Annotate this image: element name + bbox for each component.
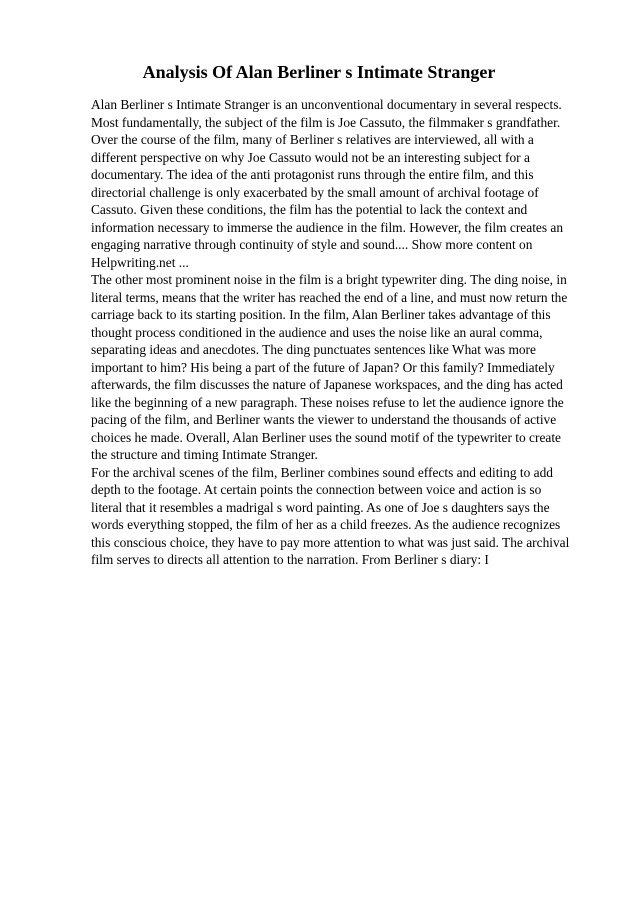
paragraph-typewriter: The other most prominent noise in the film is a bright typewriter ding. The ding noise, in literal terms, means that the writer has reached the end of a line, and must now return the carriage back to its starting position. In the film, Alan Berliner takes advantage of this thought process conditioned in the audience and uses the noise like an aural comma, separating ideas and anecdotes. The ding punctuates sentences like What was more important to him? His being a part of the future of Japan? Or this family? Immediately afterwards, the film discusses the nature of Japanese workspaces, and the ding has acted like the beginning of a new paragraph. These noises refuse to let the audience ignore the pacing of the film, and Berliner wants the viewer to understand the thousands of active choices he made. Overall, Alan Berliner uses the sound motif of the typewriter to create the structure and timing Intimate Stranger. xyxy=(91,272,568,462)
paragraph-archival: For the archival scenes of the film, Berliner combines sound effects and editing to add depth to the footage. At certain points the connection between voice and action is so literal that it resembles a madrigal s word painting. As one of Joe s daughters says the words everything stopped, the film of her as a child freezes. As the audience recognizes this conscious choice, they have to pay more attention to what was just said. The archival film serves to directs all attention to the narration. From Berliner s diary: I xyxy=(91,464,570,567)
document-body xyxy=(91,96,571,569)
paragraph-intro: Alan Berliner s Intimate Stranger is an unconventional documentary in several respects. Most fundamentally, the subject of the film is Joe Cassuto, the filmmaker s grandfather. Over the course of the film, many of Berliner s relatives are interviewed, all with a different perspective on why Joe Cassuto would not be an interesting subject for a documentary. The idea of the anti protagonist runs through the entire film, and this directorial challenge is only exacerbated by the small amount of archival footage of Cassuto. Given these conditions, the film has the potential to lack the context and information necessary to immerse the audience in the film. However, the film creates an engaging narrative through continuity of style and sound.... Show more content on Helpwriting.net ... xyxy=(91,97,564,270)
document-title: Analysis Of Alan Berliner s Intimate Stranger xyxy=(142,62,496,82)
